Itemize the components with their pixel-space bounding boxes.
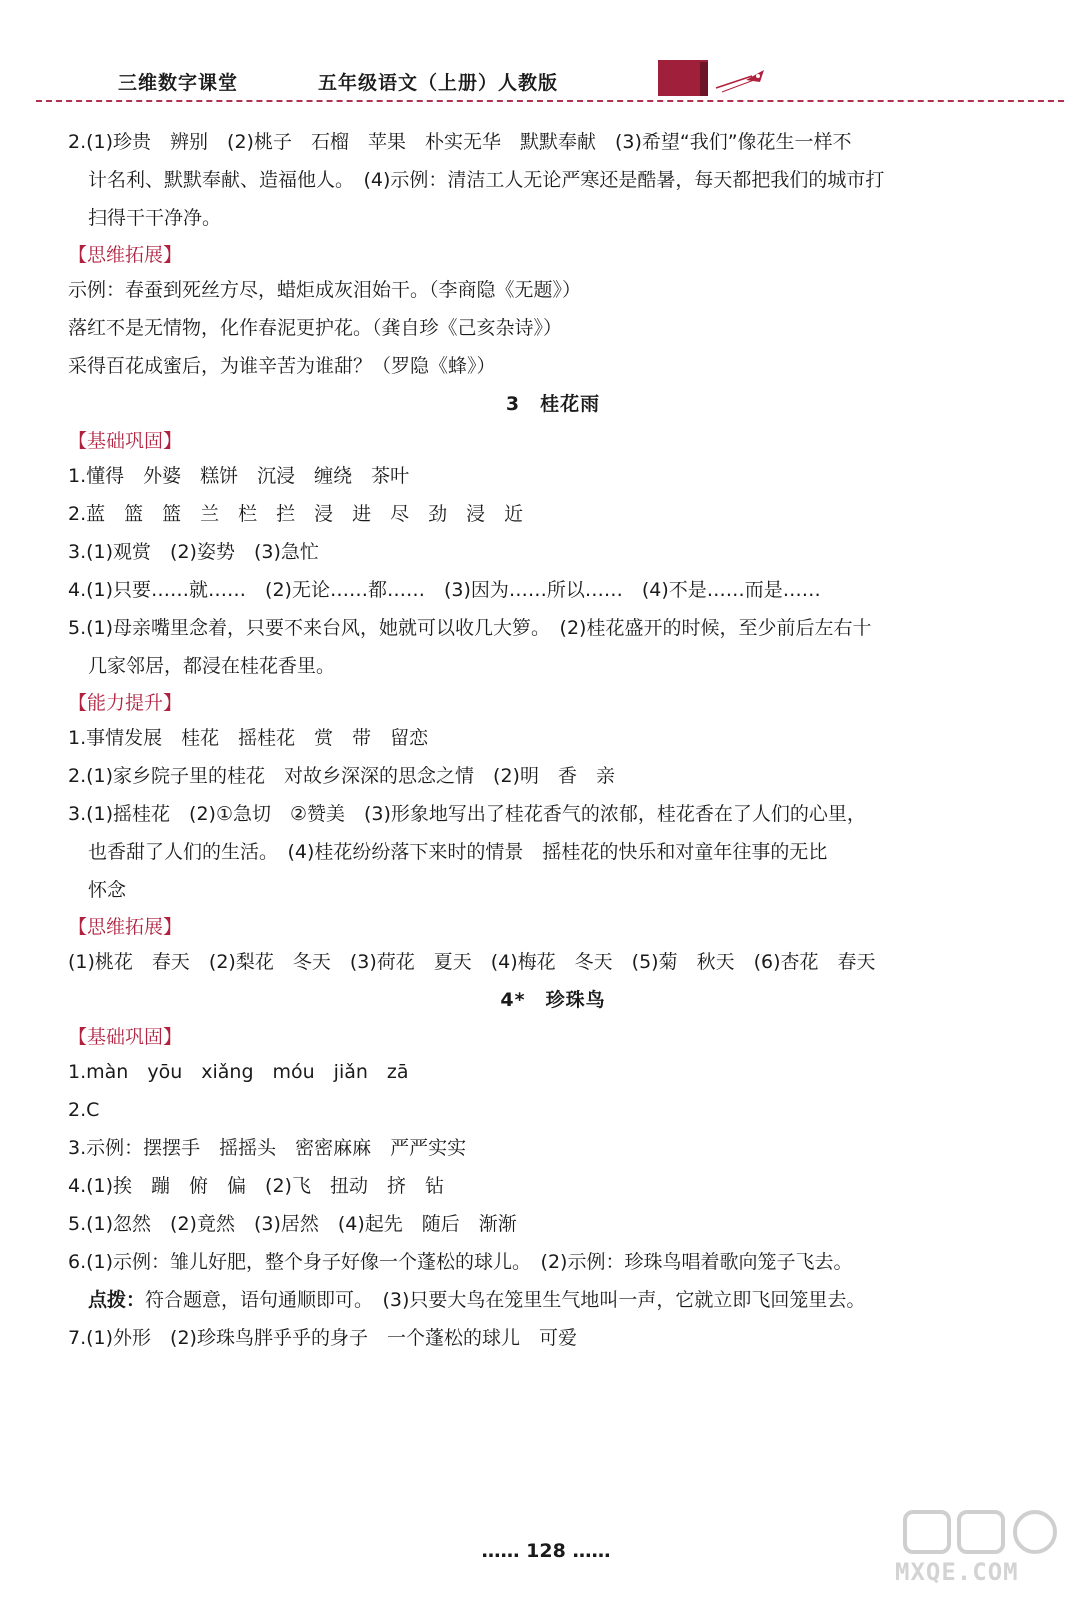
watermark-logo-icon [895, 1508, 1075, 1558]
watermark [895, 1508, 1075, 1588]
answer-line: 6.(1)示例：雏儿好肥，整个身子好像一个蓬松的球儿。 (2)示例：珍珠鸟唱着歌向笼子飞去。 [68, 1251, 853, 1273]
answer-line: 5.(1)忽然 (2)竟然 (3)居然 (4)起先 随后 渐渐 [68, 1213, 517, 1235]
poem-line: 示例：春蚕到死丝方尽，蜡炬成灰泪始干。（李商隐《无题》） [68, 279, 582, 301]
book-title: 五年级语文（上册）人教版 [318, 72, 559, 94]
answer-line: 1.事情发展 桂花 摇桂花 赏 带 留恋 [68, 727, 429, 749]
answer-content [68, 128, 1038, 1362]
page-header [0, 60, 1092, 110]
answer-line: 几家邻居，都浸在桂花香里。 [88, 655, 336, 677]
section-tag-thinking: 【思维拓展】 [68, 916, 183, 938]
answer-line: 4.(1)挨 蹦 俯 偏 (2)飞 扭动 挤 钻 [68, 1175, 444, 1197]
answer-line: 2.蓝 篮 篮 兰 栏 拦 浸 进 尽 劲 浸 近 [68, 503, 524, 525]
answer-line [68, 1286, 1038, 1314]
watermark-text: MXQE.COM [895, 1558, 1019, 1586]
lesson-title: 4* 珍珠鸟 [500, 989, 606, 1011]
tip-label: 点拨： [88, 1289, 146, 1311]
answer-line: 5.(1)母亲嘴里念着，只要不来台风，她就可以收几大箩。 (2)桂花盛开的时候，至少前后左右十 [68, 617, 872, 639]
section-tag-basic: 【基础巩固】 [68, 430, 183, 452]
s2-answer-line: 计名利、默默奉献、造福他人。 (4)示例：清洁工人无论严寒还是酷暑，每天都把我们的城市打 [88, 169, 885, 191]
book-spine-icon [700, 62, 708, 96]
answer-line: 2.(1)家乡院子里的桂花 对故乡深深的思念之情 (2)明 香 亲 [68, 765, 615, 787]
footer-dots: …… [481, 1540, 520, 1562]
answer-line: (1)桃花 春天 (2)梨花 冬天 (3)荷花 夏天 (4)梅花 冬天 (5)菊 秋天 (6)杏花 春天 [68, 951, 876, 973]
tip-text: 符合题意，语句通顺即可。 (3)只要大鸟在笼里生气地叫一声，它就立即飞回笼里去。 [145, 1289, 866, 1311]
rocket-icon [712, 66, 772, 94]
answer-line: 3.(1)观赏 (2)姿势 (3)急忙 [68, 541, 319, 563]
answer-line: 2.C [68, 1099, 100, 1121]
answer-line: 也香甜了人们的生活。 (4)桂花纷纷落下来时的情景 摇桂花的快乐和对童年往事的无比 [88, 841, 828, 863]
page-number: 128 [526, 1540, 566, 1562]
poem-line: 落红不是无情物，化作春泥更护花。（龚自珍《己亥杂诗》） [68, 317, 563, 339]
section-tag-basic: 【基础巩固】 [68, 1026, 183, 1048]
s2-answer-line: 2.(1)珍贵 辨别 (2)桃子 石榴 苹果 朴实无华 默默奉献 (3)希望“我们”像花生一样不 [68, 131, 852, 153]
answer-line: 1.懂得 外婆 糕饼 沉浸 缠绕 茶叶 [68, 465, 410, 487]
header-divider [36, 100, 1064, 102]
series-title: 三维数字课堂 [118, 72, 239, 94]
answer-line: 4.(1)只要……就…… (2)无论……都…… (3)因为……所以…… (4)不是……而是…… [68, 579, 821, 601]
answer-line: 7.(1)外形 (2)珍珠鸟胖乎乎的身子 一个蓬松的球儿 可爱 [68, 1327, 577, 1349]
section-tag-thinking: 【思维拓展】 [68, 244, 183, 266]
poem-line: 采得百花成蜜后，为谁辛苦为谁甜？（罗隐《蜂》） [68, 355, 496, 377]
s2-answer-line: 扫得干干净净。 [88, 207, 222, 229]
lesson-title: 3 桂花雨 [505, 393, 601, 415]
answer-line: 1.màn yōu xiǎng móu jiǎn zā [68, 1061, 409, 1083]
footer-dots: …… [572, 1540, 611, 1562]
section-tag-ability: 【能力提升】 [68, 692, 183, 714]
answer-line: 怀念 [88, 879, 127, 901]
answer-line: 3.示例：摆摆手 摇摇头 密密麻麻 严严实实 [68, 1137, 467, 1159]
answer-line: 3.(1)摇桂花 (2)①急切 ②赞美 (3)形象地写出了桂花香气的浓郁，桂花香在了人们的心里， [68, 803, 866, 825]
